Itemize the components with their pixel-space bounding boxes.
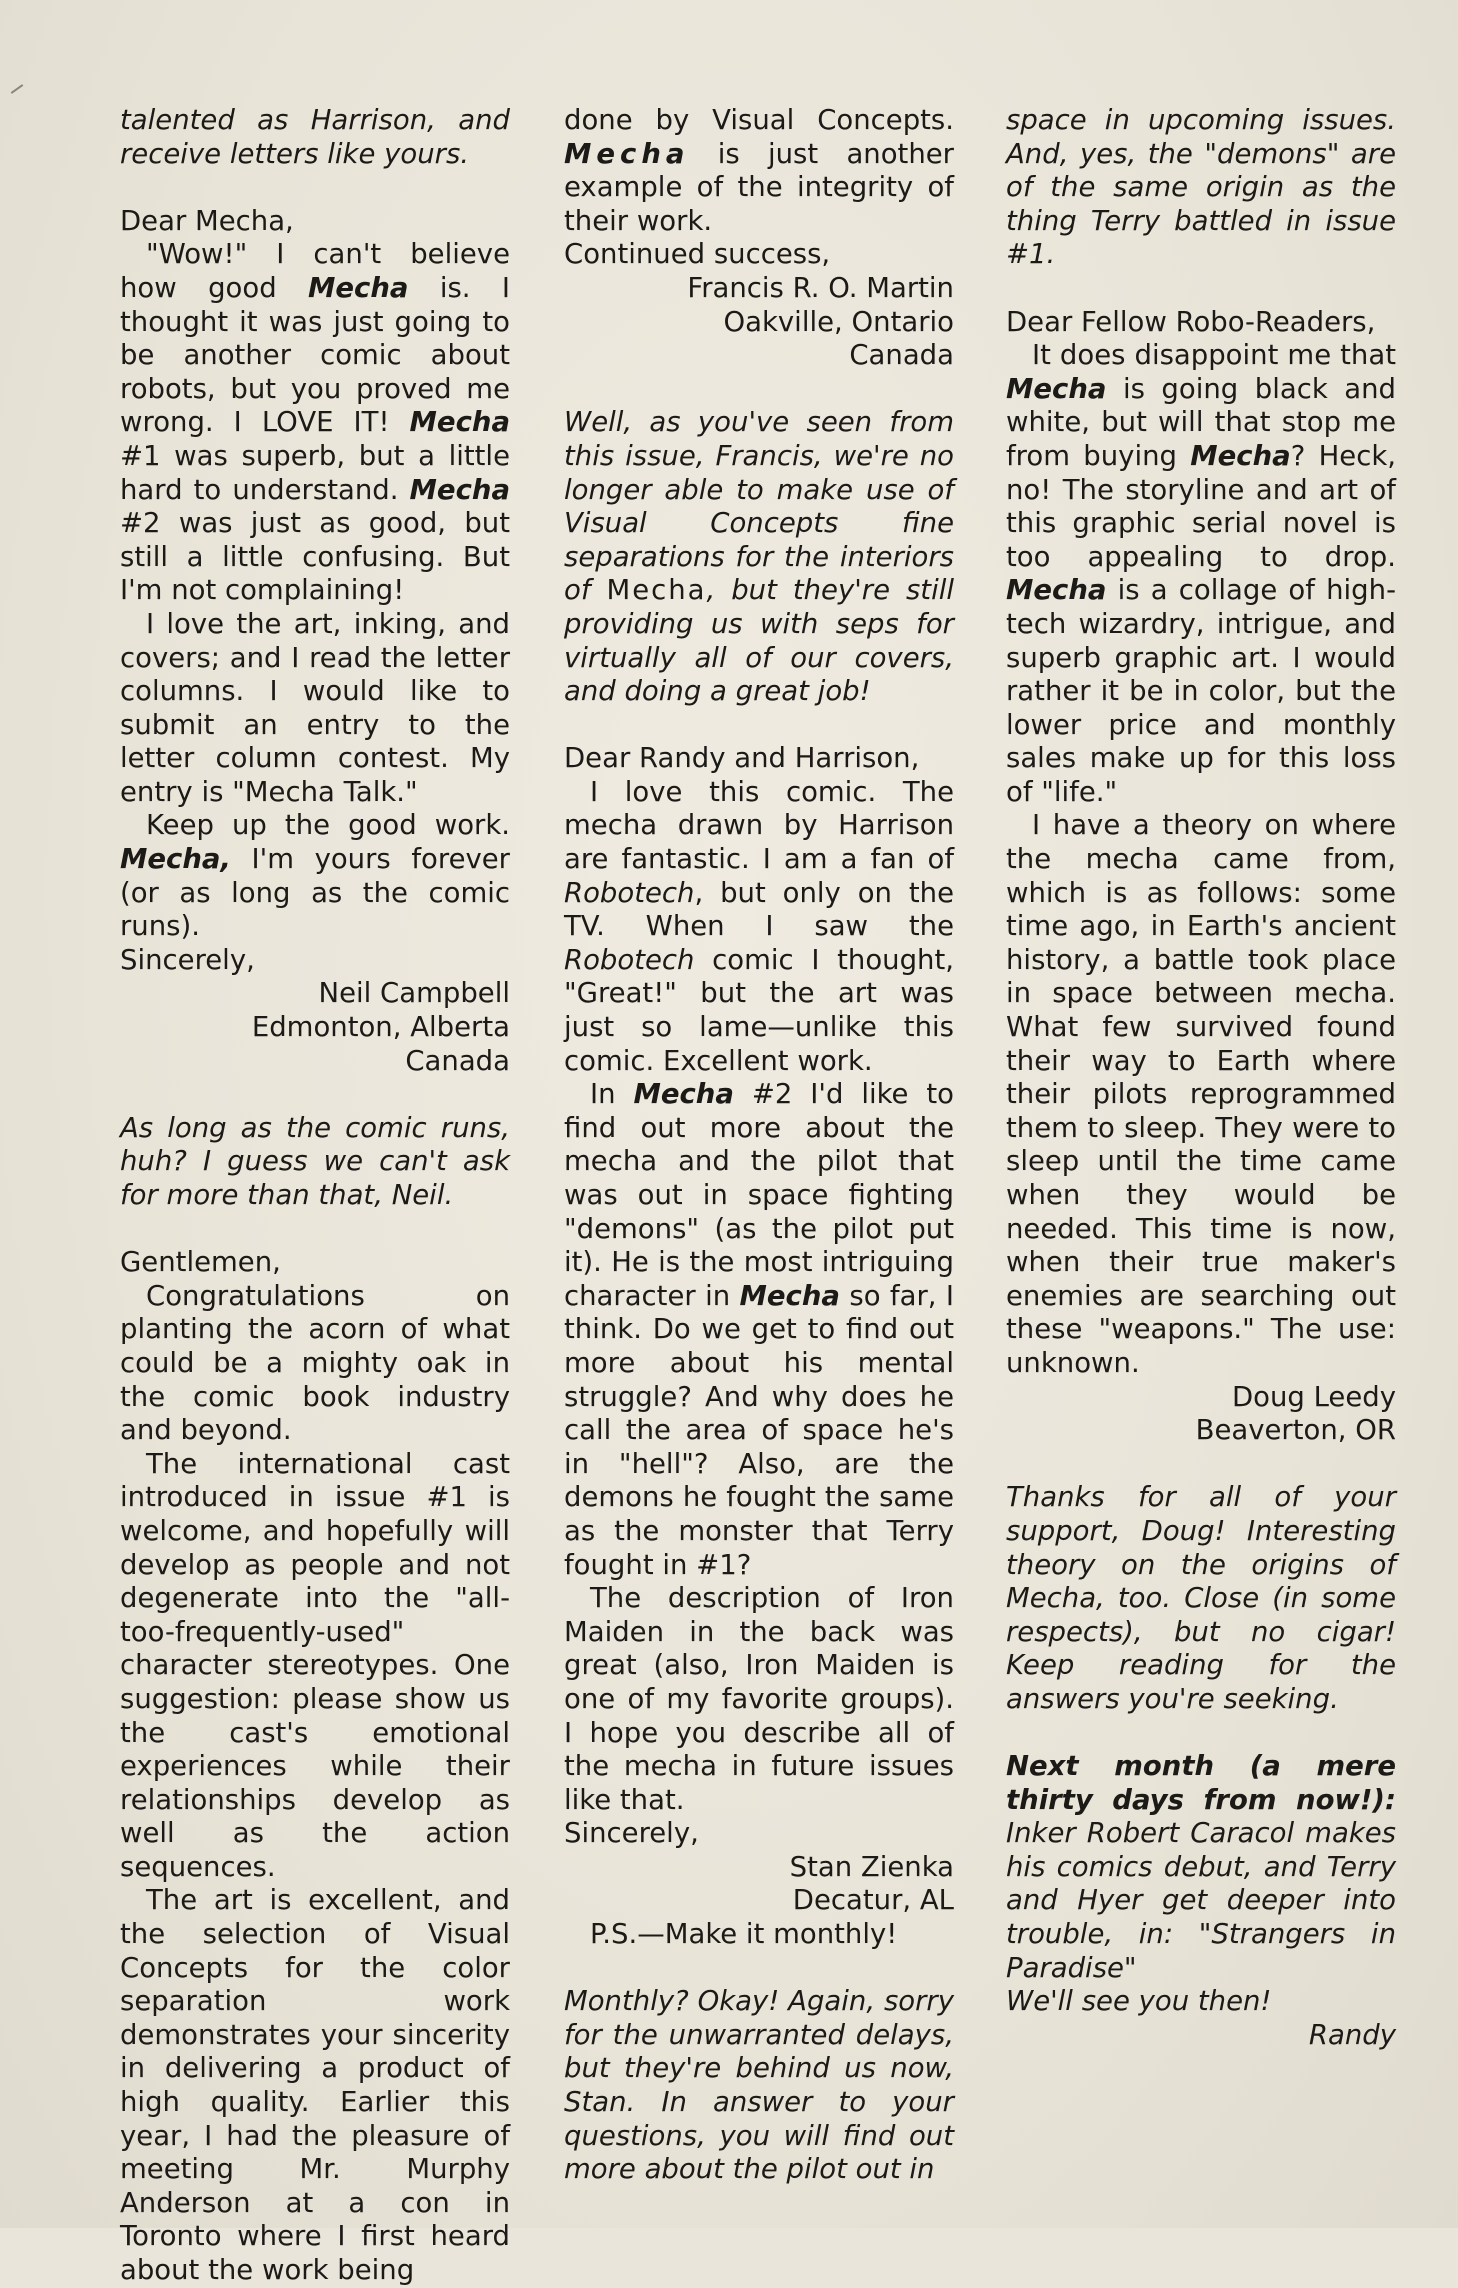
editor-reply: As long as the comic runs, huh? I guess we can't ask for more than that, Neil.	[120, 1111, 510, 1211]
letter-paragraph: The description of Iron Maiden in the back was great (also, Iron Maiden is one of my favorite groups). I hope you describe all of the mecha in future issues like that.	[564, 1582, 954, 1816]
letter-signature-city: Beaverton, OR	[1195, 1414, 1396, 1447]
letter-signature-city: Edmonton, Alberta	[251, 1011, 510, 1044]
letter-closing: Continued success,	[564, 238, 831, 271]
editor-reply: Monthly? Okay! Again, sorry for the unwarranted delays, but they're behind us now, Stan. In answer to your questions, you will find out more about the pilot out in	[564, 1985, 954, 2186]
next-month-teaser: Next month (a mere thirty days from now!): Inker Robert Caracol makes his comics debut, and Terry and Hyer get deeper into trouble, in: "Strangers in Paradise"	[1006, 1750, 1396, 1984]
reply-continuation: talented as Harrison, and receive letters like yours.	[120, 104, 510, 170]
letter-paragraph: The international cast introduced in issue #1 is welcome, and hopefully will develop as people and not degenerate into the "all-too-frequently-used" character stereotypes. One suggestion: please show us the cast's emotional experiences while their relationships develop as well as the action sequences.	[120, 1447, 510, 1883]
letter-paragraph: I love this comic. The mecha drawn by Harrison are fantastic. I am a fan of Robotech, but only on the TV. When I saw the Robotech comic I thought, "Great!" but the art was just so lame—unlike this comic. Excellent work.	[564, 775, 954, 1077]
letter-signature-name: Neil Campbell	[318, 977, 510, 1010]
closing-line: We'll see you then!	[1006, 1985, 1272, 2018]
letter-signature-name: Francis R. O. Martin	[687, 271, 954, 304]
letter-signature-country: Canada	[405, 1044, 510, 1077]
letter-paragraph: Keep up the good work. Mecha, I'm yours forever (or as long as the comic runs).	[120, 809, 510, 943]
page-mark	[11, 84, 24, 94]
letter-signature-city: Oakville, Ontario	[723, 305, 954, 338]
letter-paragraph: The art is excellent, and the selection of Visual Concepts for the color separation work demonstrates your sincerity in delivering a product of high quality. Earlier this year, I had the pleasure of meeting Mr. Murphy Anderson at a con in Toronto where I first heard about the work being	[120, 1884, 510, 2286]
editor-reply: Thanks for all of your support, Doug! Interesting theory on the origins of Mecha, too. Close (in some respects), but no cigar! Keep reading for the answers you're seeking.	[1006, 1481, 1396, 1715]
letter-paragraph: It does disappoint me that Mecha is going black and white, but will that stop me from buying Mecha? Heck, no! The storyline and art of this graphic serial novel is too appealing to drop. Mecha is a collage of high-tech wizardry, intrigue, and superb graphic art. I would rather it be in color, but the lower price and monthly sales make up for this loss of "life."	[1006, 339, 1396, 808]
letter-salutation: Gentlemen,	[120, 1246, 281, 1279]
letter-paragraph: I love the art, inking, and covers; and I read the letter columns. I would like to submit an entry to the letter column contest. My entry is "Mecha Talk."	[120, 607, 510, 808]
letter-paragraph: Congratulations on planting the acorn of what could be a mighty oak in the comic book industry and beyond.	[120, 1279, 510, 1447]
editor-signature: Randy	[1308, 2018, 1396, 2051]
letter-signature-name: Doug Leedy	[1231, 1380, 1396, 1413]
letter-salutation: Dear Fellow Robo-Readers,	[1006, 305, 1376, 338]
editor-reply: Well, as you've seen from this issue, Francis, we're no longer able to make use of Visual Concepts fine separations for the interiors of Mecha, but they're still providing us with seps for virtually all of our covers, and doing a great job!	[564, 406, 955, 708]
editor-reply-continuation: space in upcoming issues. And, yes, the "demons" are of the same origin as the thing Terry battled in issue #1.	[1006, 104, 1396, 271]
letter-signature-name: Stan Zienka	[789, 1850, 954, 1883]
letter-signature-city: Decatur, AL	[792, 1884, 954, 1917]
letter-closing: Sincerely,	[120, 943, 255, 976]
letter-paragraph-continuation: done by Visual Concepts. Mecha is just another example of the integrity of their work.	[564, 104, 954, 237]
letter-paragraph: In Mecha #2 I'd like to find out more about the mecha and the pilot that was out in space fighting "demons" (as the pilot put it). He is the most intriguing character in Mecha so far, I think. Do we get to find out more about his mental struggle? And why does he call the area of space he's in "hell"? Also, are the demons he fought the same as the monster that Terry fought in #1?	[564, 1078, 955, 1581]
column-1	[120, 104, 510, 2288]
letter-signature-country: Canada	[849, 339, 954, 372]
letter-paragraph: "Wow!" I can't believe how good Mecha is. I thought it was just going to be another comic about robots, but you proved me wrong. I LOVE IT! Mecha #1 was superb, but a little hard to understand. Mecha #2 was just as good, but still a little confusing. But I'm not complaining!	[120, 238, 510, 607]
letter-salutation: Dear Mecha,	[120, 204, 294, 237]
letter-paragraph: I have a theory on where the mecha came from, which is as follows: some time ago, in Earth's ancient history, a battle took place in space between mecha. What few survived found their way to Earth where their pilots reprogrammed them to sleep. They were to sleep until the time came when they would be needed. This time is now, when their true maker's enemies are searching out these "weapons." The use: unknown.	[1006, 809, 1396, 1379]
column-3	[1006, 104, 1396, 2052]
column-2	[564, 104, 954, 2187]
letter-postscript: P.S.—Make it monthly!	[590, 1918, 898, 1951]
letter-closing: Sincerely,	[564, 1817, 699, 1850]
letter-salutation: Dear Randy and Harrison,	[564, 742, 920, 775]
